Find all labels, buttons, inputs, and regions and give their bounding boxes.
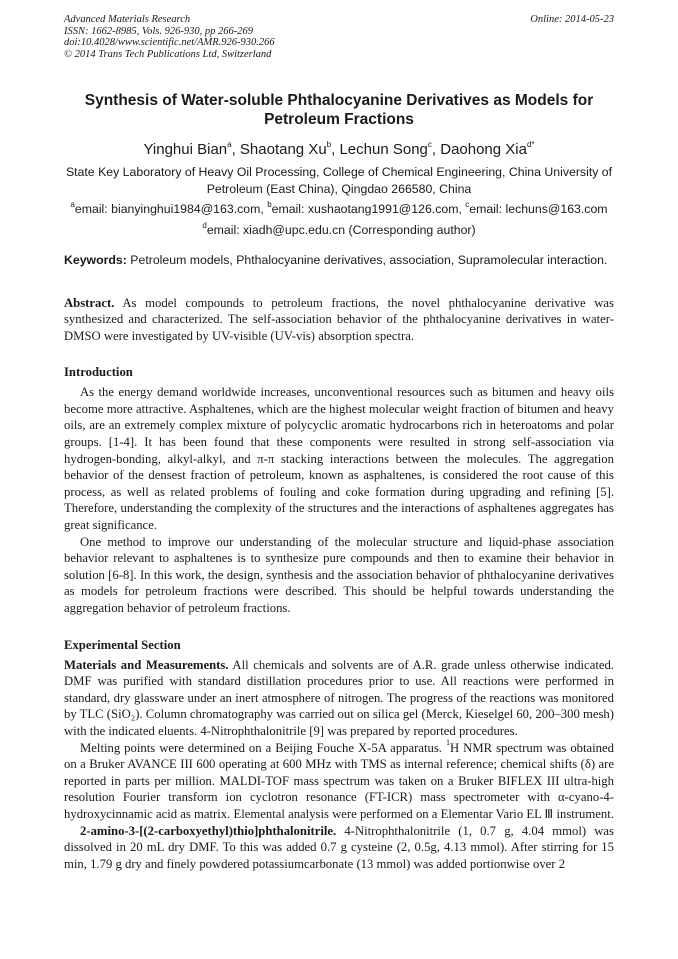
issn-line: ISSN: 1662-8985, Vols. 926-930, pp 266-269 [64,25,253,37]
email-line-2: $^d$email: xiadh@upc.edu.cn (Corresponding author) [202,220,476,237]
paper-page [64,14,614,872]
keywords-text: Petroleum models, Phthalocyanine derivatives, association, Supramolecular interaction. [126,253,608,267]
synthesis-text: 4-Nitrophthalonitrile (1, 0.7 g, 4.04 mmol) was dissolved in 20 mL dry DMF. To this was added 0.7 g cysteine (2, 0.5g, 4.13 mmol). After stirring for 15 min, 1.79 g dry and finely powdered potassiumcarbonate (13 mmol) was added portionwise over 2 [64,823,614,871]
paper-title: Synthesis of Water-soluble Phthalocyanine Derivatives as Models for Petroleum Fractions [84,92,594,128]
email-line-1: $^a$email: bianyinghui1984@163.com, $^b$email: xushaotang1991@126.com, $^c$email: lechuns@163.com [70,199,608,216]
materials-label: Materials and Measurements. [64,657,229,672]
email-d: email: xiadh@upc.edu.cn (Corresponding author) [206,223,476,237]
author: Yinghui Bian$^a$, [143,140,240,158]
abstract-label: Abstract. [64,295,115,310]
journal-name: Advanced Materials Research [64,14,191,25]
copyright-line: © 2014 Trans Tech Publications Ltd, Switzerland [64,48,272,60]
intro-paragraph-2: One method to improve our understanding of the molecular structure and liquid-phase association behavior relevant to asphaltenes is to synthesize pure compounds and then to examine their behavior in solution [6-8]. In this work, the design, synthesis and the association behavior of phthalocyanine derivatives as models for petroleum fractions were described. This should be helpful towards understanding the aggregation behavior of petroleum fractions. [64,534,614,615]
author: Shaotang Xu$^b$, [239,140,340,158]
synthesis-label: 2-amino-3-[(2-carboxyethyl)thio]phthalonitrile. [80,823,337,838]
affiliation: State Key Laboratory of Heavy Oil Processing, College of Chemical Engineering, China University of Petroleum (East China), Qingdao 266580, China [65,165,613,196]
keywords-label: Keywords: [64,253,127,267]
email-a: email: bianyinghui1984@163.com, [74,202,268,216]
experimental-heading: Experimental Section [64,637,181,652]
author: Lechun Song$^c$, [339,140,441,158]
synthesis-paragraph [64,823,614,873]
journal-header [64,14,614,60]
online-date: Online: 2014-05-23 [530,14,614,25]
email-c: email: lechuns@163.com [469,202,608,216]
abstract [64,295,614,345]
materials-paragraph [64,657,614,740]
author-list [64,141,614,159]
intro-paragraph-1: As the energy demand worldwide increases, unconventional resources such as bitumen and heavy oils become more attractive. Asphaltenes, which are the highest molecular weight fraction of bitumen and heavy oils, are an extremely complex mixture of polycyclic aromatic hydrocarbons rich in heteroatoms and polar groups. [1-4]. It has been found that these components were resulted in strong self-association via hydrogen-bonding, alkyl-alkyl, and π-π stacking interactions between the molecules. The aggregation behavior of the densest fraction of petroleum, known as asphaltenes, is considered the root cause of this process, as well as related problems of fouling and coke formation during upgrading and refining [5]. Therefore, understanding the complexity of the structures and the interactions of asphaltenes aggregates has great significance. [64,385,614,533]
introduction-heading: Introduction [64,365,133,380]
author: Daohong Xia$^{d*}$ [440,140,535,158]
keywords [64,253,614,268]
doi-line: doi:10.4028/www.scientific.net/AMR.926-930.266 [64,37,275,48]
email-b: email: xushaotang1991@126.com, [271,202,466,216]
email-block [64,201,614,238]
materials-text: All chemicals and solvents are of A.R. grade unless otherwise indicated. DMF was purified with standard distillation procedures prior to use. All reactions were performed in standard, dry glassware under an inert atmosphere of nitrogen. The progress of the reactions was monitored by TLC (SiO₂). Column chromatography was carried out on silica gel (Merck, Kieselgel 60, 200–300 mesh) with the indicated eluents. 4-Nitrophthalonitrile [9] was prepared by reported procedures. [64,657,614,738]
abstract-text: As model compounds to petroleum fractions, the novel phthalocyanine derivative was synthesized and characterized. The self-association behavior of the phthalocyanine derivatives in water-DMSO were investigated by UV-visible (UV-vis) absorption spectra. [64,295,614,343]
melting-paragraph: Melting points were determined on a Beijing Fouche X-5A apparatus. $^1$H NMR spectrum was obtained on a Bruker AVANCE III 600 operating at 600 MHz with TMS as internal reference; chemical shifts (δ) are reported in parts per million. MALDI-TOF mass spectrum was taken on a Bruker BIFLEX III ultra-high resolution Fourier transform ion cyclotron resonance (FT-ICR) mass spectrometer with α-cyano-4-hydroxycinnamic acid as matrix. Elemental analysis were performed on a Elementar Vario EL Ⅲ instrument. [64,738,615,821]
